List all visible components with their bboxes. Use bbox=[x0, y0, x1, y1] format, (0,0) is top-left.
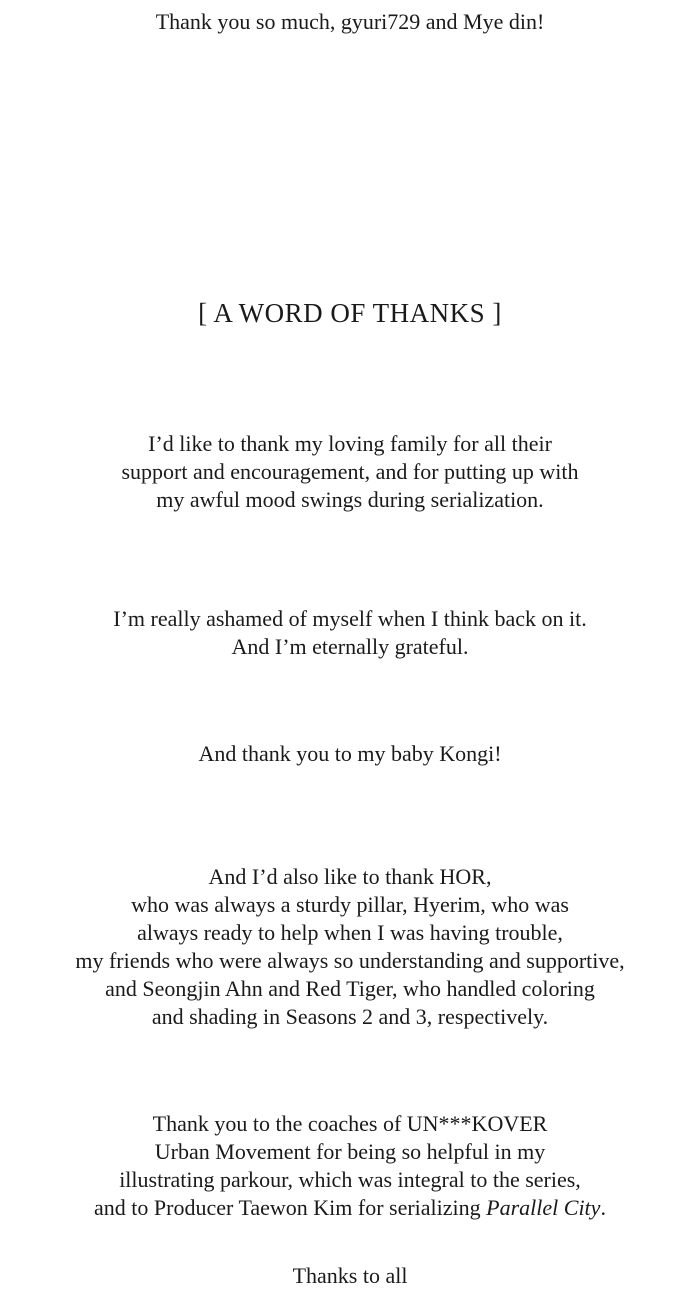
paragraph-kongi bbox=[0, 740, 700, 768]
paragraph-line: I’d like to thank my loving family for all their bbox=[148, 431, 552, 456]
paragraph-line: my friends who were always so understanding and supportive, bbox=[75, 948, 625, 973]
paragraph-coaches bbox=[0, 1110, 700, 1222]
paragraph-line: And thank you to my baby Kongi! bbox=[198, 741, 502, 766]
paragraph-ashamed bbox=[0, 605, 700, 661]
paragraph-family bbox=[0, 430, 700, 514]
paragraph-line: always ready to help when I was having trouble, bbox=[137, 920, 563, 945]
paragraph-line: and Seongjin Ahn and Red Tiger, who handled coloring bbox=[105, 976, 595, 1001]
section-heading bbox=[0, 297, 700, 329]
line-suffix: . bbox=[600, 1195, 606, 1220]
series-title: Parallel City bbox=[486, 1195, 601, 1220]
paragraph-line: illustrating parkour, which was integral to the series, bbox=[119, 1167, 581, 1192]
paragraph-line: Thank you to the coaches of UN***KOVER bbox=[152, 1111, 548, 1136]
paragraph-line: who was always a sturdy pillar, Hyerim, who was bbox=[131, 892, 569, 917]
paragraph-line bbox=[0, 1194, 700, 1222]
paragraph-line: my awful mood swings during serialization. bbox=[156, 487, 544, 512]
paragraph-line: and shading in Seasons 2 and 3, respectively. bbox=[151, 1004, 549, 1029]
cut-off-line bbox=[0, 1262, 700, 1292]
heading-text: [ A WORD OF THANKS ] bbox=[198, 298, 502, 328]
thank-you-text: Thank you so much, gyuri729 and Mye din! bbox=[155, 9, 545, 34]
paragraph-line: Urban Movement for being so helpful in my bbox=[154, 1139, 546, 1164]
paragraph-line: support and encouragement, and for putting up with bbox=[121, 459, 579, 484]
paragraph-line: I’m really ashamed of myself when I think back on it. bbox=[113, 606, 587, 631]
thank-you-line bbox=[0, 8, 700, 36]
paragraph-friends bbox=[0, 863, 700, 1031]
cut-off-text: Thanks to all bbox=[292, 1263, 408, 1288]
line-prefix: and to Producer Taewon Kim for serializing bbox=[94, 1195, 487, 1220]
paragraph-line: And I’m eternally grateful. bbox=[231, 634, 469, 659]
paragraph-line: And I’d also like to thank HOR, bbox=[208, 864, 492, 889]
